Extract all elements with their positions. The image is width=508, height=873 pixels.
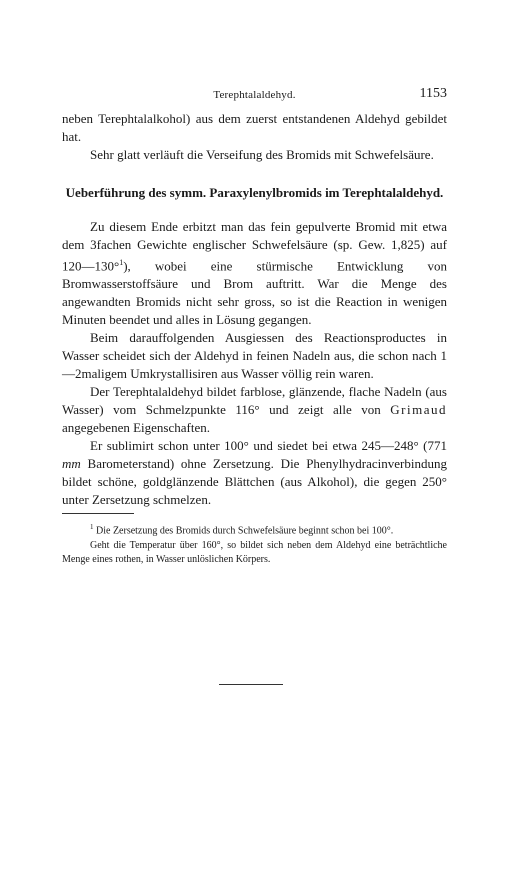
sublimation-text-1: Er sublimirt schon unter 100° und siedet bei etwa 245—248° (771	[90, 438, 447, 454]
unit-mm: mm	[62, 456, 81, 472]
footnote-ref-1: 1	[119, 258, 124, 267]
footnote-1-marker: 1	[90, 523, 94, 532]
end-rule	[219, 684, 283, 685]
procedure-text-1: Zu diesem Ende erbitzt man das fein gepulverte Bromid mit etwa dem 3fachen Gewichte englischer Schwefelsäure (sp. Gew. 1,825) auf 120—130°	[62, 219, 447, 274]
paragraph-saponification: Sehr glatt verläuft die Verseifung des Bromids mit Schwefelsäure.	[90, 147, 434, 162]
procedure-text-2: ), wobei eine stürmische Entwicklung von Bromwasserstoffsäure und Brom auftritt. War die Menge des angewandten Bromids nicht sehr gross, so ist die Reaction in wenigen Minuten beendet und alles in Lösung gegangen.	[62, 258, 447, 328]
paragraph-properties	[62, 383, 447, 437]
page-header	[62, 86, 447, 106]
paragraph-pouring: Beim darauffolgenden Ausgiessen des Reactionsproductes in Wasser scheidet sich der Aldehyd in feinen Nadeln aus, die schon nach 1—2maligem Umkrystallisiren aus Wasser völlig rein waren.	[62, 330, 447, 382]
sublimation-text-2: Barometerstand) ohne Zersetzung. Die Phenylhydracinverbindung bildet schöne, goldglänzende Blättchen (aus Alkohol), die gegen 250° unter Zersetzung schmelzen.	[62, 456, 447, 508]
properties-text-2: angegebenen Eigenschaften.	[62, 420, 210, 436]
body-text	[62, 110, 447, 567]
footnote-divider	[62, 513, 134, 514]
paragraph-procedure	[62, 218, 447, 329]
paragraph-continuation: neben Terephtalalkohol) aus dem zuerst entstandenen Aldehyd gebildet hat.	[62, 111, 447, 144]
properties-text-1: Der Terephtalaldehyd bildet farblose, glänzende, flache Nadeln (aus Wasser) vom Schmelzpunkte 116° und zeigt alle von	[62, 384, 447, 418]
paragraph-sublimation	[62, 437, 447, 509]
running-title: Terephtalaldehyd.	[213, 89, 296, 101]
footnote-1-text: Die Zersetzung des Bromids durch Schwefelsäure beginnt schon bei 100°.	[96, 525, 394, 537]
footnote-1	[62, 520, 447, 538]
footnote-2: Geht die Temperatur über 160°, so bildet sich neben dem Aldehyd eine beträchtliche Menge eines rothen, in Wasser unlöslichen Körpers.	[62, 539, 447, 565]
author-name: Grimaud	[390, 402, 448, 418]
section-heading: Ueberführung des symm. Paraxylenylbromids im Terephtalaldehyd.	[65, 185, 444, 200]
page-number: 1153	[419, 86, 447, 101]
